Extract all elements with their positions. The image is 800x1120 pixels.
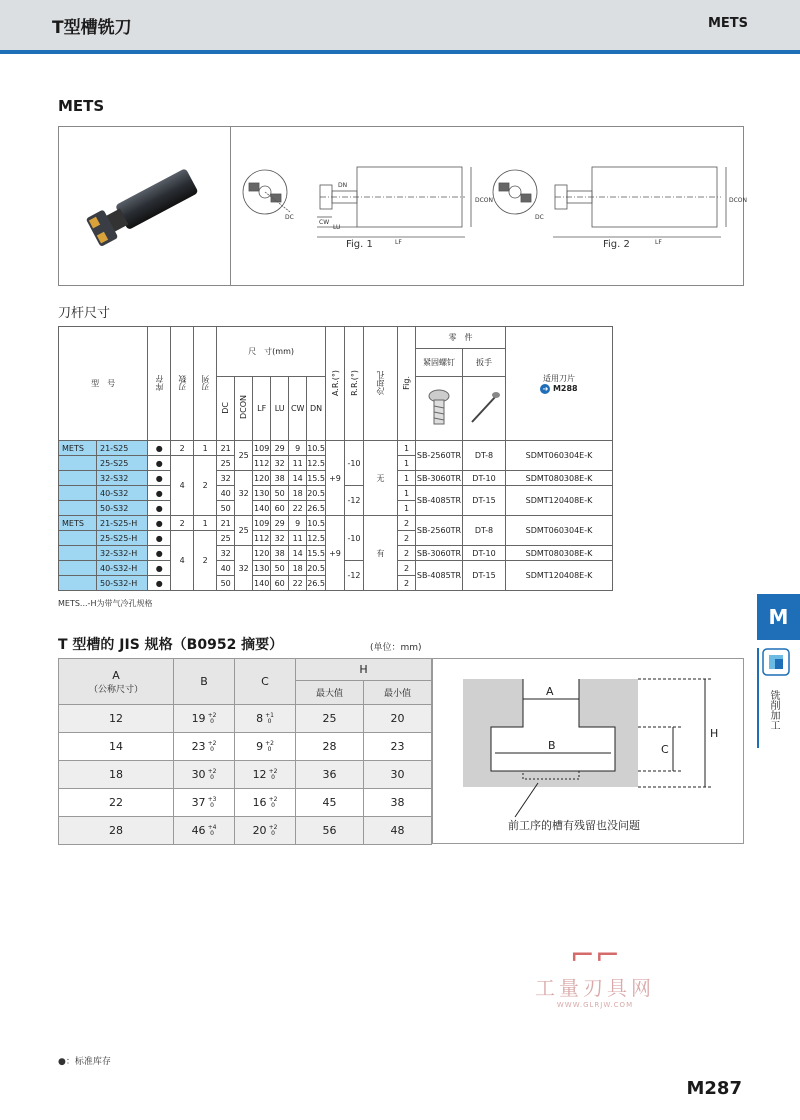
fig1-label: Fig. 1 <box>346 239 373 250</box>
header-series: METS <box>707 16 748 31</box>
dc-cell: 21 <box>217 516 235 531</box>
model-cell: 25-S25-H <box>97 531 148 546</box>
cw-cell: 18 <box>289 561 307 576</box>
table-row <box>59 761 432 789</box>
dn-cell: 12.5 <box>307 456 326 471</box>
dcon-cell: 32 <box>235 471 253 516</box>
c-tol-dn: 0 <box>271 802 275 809</box>
min-cell: 20 <box>364 705 432 733</box>
dn-cell: 20.5 <box>307 486 326 501</box>
th-insert: 适用刀片 <box>543 374 575 383</box>
cw-cell: 18 <box>289 486 307 501</box>
wrench-cell: DT-8 <box>463 516 506 546</box>
model-cell: 32-S32-H <box>97 546 148 561</box>
rr-cell: -10 <box>345 516 364 561</box>
dc-cell: 50 <box>217 501 235 516</box>
fig2-label: Fig. 2 <box>603 239 630 250</box>
section-tab-m[interactable]: M <box>757 594 800 640</box>
lf-cell: 112 <box>253 456 271 471</box>
dcon-cell: 32 <box>235 546 253 591</box>
wrench-cell: DT-8 <box>463 441 506 471</box>
lu-cell: 32 <box>271 456 289 471</box>
lf-cell: 112 <box>253 531 271 546</box>
insert-cell: SDMT080308E-K <box>506 546 613 561</box>
cool-cell: 有 <box>364 516 398 591</box>
fig-cell: 1 <box>398 486 416 501</box>
fig-cell: 1 <box>398 501 416 516</box>
c-tol-dn: 0 <box>267 718 272 725</box>
dn-cell: 10.5 <box>307 516 326 531</box>
insert-cell: SDMT060304E-K <box>506 441 613 471</box>
spec-table <box>58 326 613 591</box>
screw-cell: SB-2560TR <box>416 516 463 546</box>
dc-cell: 40 <box>217 561 235 576</box>
insert-ref-link[interactable]: M288 <box>552 384 578 393</box>
lf-cell: 109 <box>253 441 271 456</box>
stock-cell: ● <box>148 471 171 486</box>
fig-cell: 2 <box>398 516 416 531</box>
cw-cell: 22 <box>289 576 307 591</box>
th-stock: 库存 <box>154 374 164 391</box>
screw-cell: SB-3060TR <box>416 546 463 561</box>
th-a-sub: （公称尺寸） <box>88 684 143 695</box>
cw-cell: 14 <box>289 471 307 486</box>
lu-cell: 50 <box>271 561 289 576</box>
rr-cell: -10 <box>345 441 364 486</box>
flutes-cell: 4 <box>171 531 194 591</box>
b-tol-up: +4 <box>207 824 217 831</box>
th-cool: 冷却孔 <box>376 370 385 395</box>
lf-cell: 130 <box>253 486 271 501</box>
model-cell: 25-S25 <box>97 456 148 471</box>
diagram-note: 前工序的槽有残留也没问题 <box>508 819 640 832</box>
screw-cell: SB-4085TR <box>416 486 463 516</box>
a-cell: 22 <box>59 789 174 817</box>
model-cell: 50-S32-H <box>97 576 148 591</box>
fig-cell: 2 <box>398 576 416 591</box>
th-min: 最小值 <box>364 681 432 705</box>
b-tol-up: +2 <box>207 740 217 747</box>
max-cell: 56 <box>296 817 364 845</box>
diagram-c-label: C <box>661 743 669 756</box>
stock-cell: ● <box>148 456 171 471</box>
cw-cell: 14 <box>289 546 307 561</box>
stock-cell: ● <box>148 531 171 546</box>
fig1-lf-label: LF <box>395 239 402 246</box>
th-cw: CW <box>289 377 307 441</box>
wrench-cell: DT-15 <box>463 486 506 516</box>
fig-cell: 1 <box>398 456 416 471</box>
b-tol-dn: 0 <box>210 830 214 837</box>
lu-cell: 29 <box>271 516 289 531</box>
wrench-cell: DT-15 <box>463 561 506 591</box>
fig-cell: 1 <box>398 441 416 456</box>
dn-cell: 26.5 <box>307 576 326 591</box>
lf-cell: 140 <box>253 501 271 516</box>
th-rows: 刃列 <box>200 374 210 391</box>
fig-cell: 2 <box>398 546 416 561</box>
min-cell: 30 <box>364 761 432 789</box>
max-cell: 45 <box>296 789 364 817</box>
group2-prefix: METS <box>59 516 97 531</box>
c-cell: 16 <box>252 796 267 809</box>
fig1-dcon-label: DCON <box>475 197 494 204</box>
rows-cell: 1 <box>194 516 217 531</box>
th-screw: 紧固螺钉 <box>416 349 463 377</box>
model-cell: 32-S32 <box>97 471 148 486</box>
fig-cell: 1 <box>398 471 416 486</box>
th-lu: LU <box>271 377 289 441</box>
group1-prefix: METS <box>59 441 97 456</box>
tslot-diagram <box>433 659 743 843</box>
fig2-lf-label: LF <box>655 239 662 246</box>
screw-cell: SB-3060TR <box>416 471 463 486</box>
dcon-cell: 25 <box>235 516 253 546</box>
model-cell: 21-S25-H <box>97 516 148 531</box>
cw-cell: 9 <box>289 441 307 456</box>
th-max: 最大值 <box>296 681 364 705</box>
min-cell: 23 <box>364 733 432 761</box>
spec-title: 刀杆尺寸 <box>58 306 111 321</box>
fig2-dc-label: DC <box>535 214 544 221</box>
cw-cell: 11 <box>289 531 307 546</box>
th-a: A <box>112 668 120 682</box>
min-cell: 38 <box>364 789 432 817</box>
dn-cell: 10.5 <box>307 441 326 456</box>
insert-cell: SDMT120408E-K <box>506 486 613 516</box>
lu-cell: 50 <box>271 486 289 501</box>
c-tol-dn: 0 <box>267 746 272 753</box>
fig1-dc-label: DC <box>285 214 294 221</box>
th-model: 型 号 <box>59 327 148 441</box>
c-tol-up: +2 <box>268 796 278 803</box>
dn-cell: 26.5 <box>307 501 326 516</box>
lu-cell: 32 <box>271 531 289 546</box>
fig1-dn-label: DN <box>338 182 348 189</box>
c-cell: 9 <box>256 740 264 753</box>
table-row <box>59 441 613 456</box>
lu-cell: 38 <box>271 546 289 561</box>
watermark <box>535 940 655 1009</box>
stock-cell: ● <box>148 486 171 501</box>
flutes-cell: 4 <box>171 456 194 516</box>
section-title: METS <box>58 97 105 115</box>
lf-cell: 120 <box>253 471 271 486</box>
rr-cell: -12 <box>345 561 364 591</box>
max-cell: 25 <box>296 705 364 733</box>
rows-cell: 2 <box>194 531 217 591</box>
flutes-cell: 2 <box>171 441 194 456</box>
side-label: 铣削加工 <box>768 690 779 730</box>
screw-cell: SB-4085TR <box>416 561 463 591</box>
diagram-b-label: B <box>548 739 556 752</box>
b-tol-dn: 0 <box>210 718 214 725</box>
dc-cell: 32 <box>217 546 235 561</box>
page-number: M287 <box>686 1078 742 1099</box>
stock-cell: ● <box>148 546 171 561</box>
dn-cell: 15.5 <box>307 546 326 561</box>
wrench-icon <box>466 388 502 428</box>
rows-cell: 1 <box>194 441 217 456</box>
c-tol-dn: 0 <box>271 830 275 837</box>
dc-cell: 50 <box>217 576 235 591</box>
dn-cell: 12.5 <box>307 531 326 546</box>
th-b: B <box>174 659 235 705</box>
th-rr: R.R.(°) <box>349 369 359 396</box>
model-cell: 21-S25 <box>97 441 148 456</box>
th-dcon: DCON <box>239 395 249 420</box>
cw-cell: 9 <box>289 516 307 531</box>
dn-cell: 15.5 <box>307 471 326 486</box>
b-tol-up: +3 <box>207 796 217 803</box>
dcon-cell: 25 <box>235 441 253 471</box>
th-wrench: 扳手 <box>463 349 506 377</box>
max-cell: 28 <box>296 733 364 761</box>
lf-cell: 120 <box>253 546 271 561</box>
lf-cell: 140 <box>253 576 271 591</box>
b-tol-dn: 0 <box>210 802 214 809</box>
lu-cell: 38 <box>271 471 289 486</box>
a-cell: 12 <box>59 705 174 733</box>
insert-cell: SDMT060304E-K <box>506 516 613 546</box>
rows-cell: 2 <box>194 456 217 516</box>
watermark-logo-icon: ⌐⌐ <box>569 938 621 973</box>
stock-cell: ● <box>148 516 171 531</box>
fig1-lu-label: LU <box>333 224 341 231</box>
ar-cell: +9 <box>326 516 345 591</box>
th-h: H <box>296 659 432 681</box>
insert-cell: SDMT080308E-K <box>506 471 613 486</box>
th-parts: 零 件 <box>416 327 506 349</box>
table-row <box>59 733 432 761</box>
c-tol-up: +2 <box>268 824 278 831</box>
fig-cell: 2 <box>398 531 416 546</box>
wrench-cell: DT-10 <box>463 471 506 486</box>
lf-cell: 109 <box>253 516 271 531</box>
b-cell: 46 <box>191 824 206 837</box>
c-cell: 8 <box>256 712 264 725</box>
th-dn: DN <box>307 377 326 441</box>
model-cell: 40-S32 <box>97 486 148 501</box>
a-cell: 18 <box>59 761 174 789</box>
c-tol-dn: 0 <box>271 774 275 781</box>
cw-cell: 11 <box>289 456 307 471</box>
arrow-right-icon: ➜ <box>540 384 550 394</box>
dc-cell: 25 <box>217 456 235 471</box>
a-cell: 28 <box>59 817 174 845</box>
lu-cell: 29 <box>271 441 289 456</box>
th-c: C <box>235 659 296 705</box>
min-cell: 48 <box>364 817 432 845</box>
b-cell: 30 <box>191 768 206 781</box>
dn-cell: 20.5 <box>307 561 326 576</box>
c-cell: 12 <box>252 768 267 781</box>
b-cell: 23 <box>191 740 206 753</box>
jis-unit: (单位：mm) <box>370 643 422 653</box>
c-tol-up: +2 <box>265 740 274 747</box>
insert-cell: SDMT120408E-K <box>506 561 613 591</box>
tool-photo-icon <box>79 157 209 257</box>
th-fig: Fig. <box>402 375 411 390</box>
cool-cell: 无 <box>364 441 398 516</box>
b-cell: 37 <box>191 796 206 809</box>
stock-cell: ● <box>148 576 171 591</box>
stock-cell: ● <box>148 501 171 516</box>
figure-divider <box>230 127 231 285</box>
lu-cell: 60 <box>271 501 289 516</box>
dc-cell: 40 <box>217 486 235 501</box>
fig-cell: 2 <box>398 561 416 576</box>
cw-cell: 22 <box>289 501 307 516</box>
lf-cell: 130 <box>253 561 271 576</box>
spec-note: METS...-H为带气冷孔规格 <box>58 599 153 608</box>
b-tol-up: +2 <box>207 768 217 775</box>
b-tol-dn: 0 <box>210 774 214 781</box>
table-row <box>59 705 432 733</box>
stock-cell: ● <box>148 441 171 456</box>
c-tol-up: +2 <box>268 768 278 775</box>
b-cell: 19 <box>191 712 206 725</box>
milling-icon <box>757 645 800 681</box>
dc-cell: 21 <box>217 441 235 456</box>
flutes-cell: 2 <box>171 516 194 531</box>
c-cell: 20 <box>252 824 267 837</box>
lu-cell: 60 <box>271 576 289 591</box>
page-title: T型槽铣刀 <box>52 18 132 38</box>
fig2-dcon-label: DCON <box>729 197 748 204</box>
table-row <box>59 516 613 531</box>
a-cell: 14 <box>59 733 174 761</box>
jis-title: T 型槽的 JIS 规格（B0952 摘要） <box>58 637 284 653</box>
screw-icon <box>426 388 452 428</box>
b-tol-up: +2 <box>207 712 217 719</box>
stock-cell: ● <box>148 561 171 576</box>
figure-box <box>58 126 748 286</box>
jis-table <box>58 658 432 845</box>
header-accent-bar <box>0 50 800 54</box>
c-tol-up: +1 <box>265 712 274 719</box>
watermark-url: WWW.GLRJW.COM <box>556 1001 634 1009</box>
table-row <box>59 789 432 817</box>
screw-cell: SB-2560TR <box>416 441 463 471</box>
table-row <box>59 817 432 845</box>
th-dc: DC <box>221 401 231 414</box>
dc-cell: 25 <box>217 531 235 546</box>
th-ar: A.R.(°) <box>330 369 340 396</box>
model-cell: 40-S32-H <box>97 561 148 576</box>
th-flutes: 刃数 <box>177 374 187 391</box>
diagram-h-label: H <box>710 727 719 740</box>
dc-cell: 32 <box>217 471 235 486</box>
th-dims: 尺 寸(mm) <box>217 327 326 377</box>
th-lf: LF <box>253 377 271 441</box>
stock-legend: ●：标准库存 <box>58 1057 111 1067</box>
rr-cell: -12 <box>345 486 364 516</box>
model-cell: 50-S32 <box>97 501 148 516</box>
max-cell: 36 <box>296 761 364 789</box>
watermark-text: 工量刃具网 <box>535 976 655 1000</box>
ar-cell: +9 <box>326 441 345 516</box>
b-tol-dn: 0 <box>210 746 214 753</box>
fig1-cw-label: CW <box>319 219 330 226</box>
tslot-diagram-box <box>432 658 744 844</box>
wrench-cell: DT-10 <box>463 546 506 561</box>
diagram-a-label: A <box>546 685 554 698</box>
